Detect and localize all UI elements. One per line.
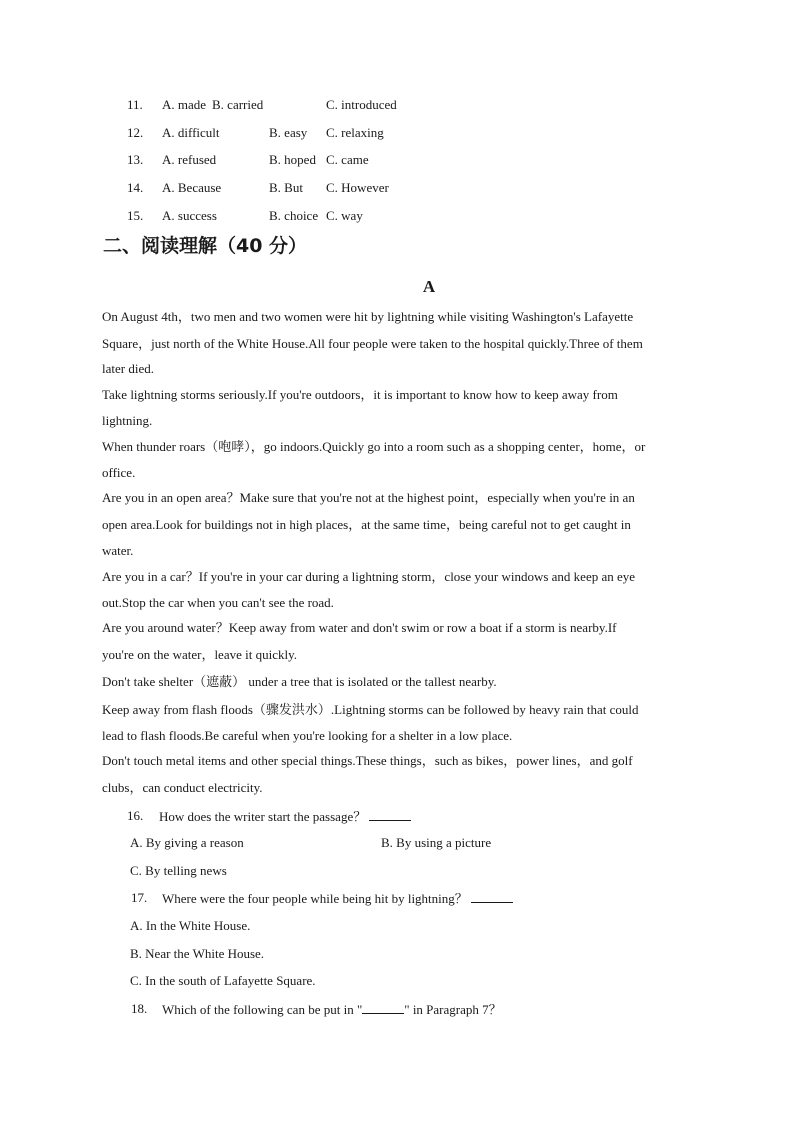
answer-blank[interactable] [471,890,513,903]
passage-line: you're on the water，leave it quickly. [102,647,297,662]
question-number: 18. [131,1001,148,1016]
passage-line: out.Stop the car when you can't see the road. [102,595,334,610]
passage-line: Keep away from flash floods（骤发洪水）.Lightning storms can be followed by heavy rain that could [102,702,639,717]
option-c: C. relaxing [326,125,384,140]
option-b: B. By using a picture [381,835,492,850]
question-stem [162,890,513,907]
option-a: A. difficult [162,125,220,140]
question-stem-text: How does the writer start the passage？ [159,809,367,824]
option-a: A. success [162,208,217,223]
passage-line: Are you in an open area？Make sure that you're not at the highest point，especially when you're in an [102,490,635,505]
option-a: A. refused [162,152,217,167]
question-number: 16. [127,808,144,823]
question-stem-text: " in Paragraph 7？ [404,1002,502,1017]
passage-line: Are you in a car？If you're in your car during a lightning storm，close your windows and keep an eye [102,569,636,584]
passage-line: office. [102,465,136,480]
option-c: C. In the south of Lafayette Square. [130,973,316,988]
passage-line: water. [102,543,134,558]
answer-blank[interactable] [369,808,411,821]
option-c: C. came [326,152,369,167]
passage-line: Take lightning storms seriously.If you're outdoors，it is important to know how to keep away from [102,387,618,402]
option-a: A. By giving a reason [130,835,244,850]
question-number: 12. [127,125,144,140]
option-b: B. hoped [269,152,316,167]
option-c: C. By telling news [130,863,227,878]
passage-line: On August 4th，two men and two women were hit by lightning while visiting Washington's Lafayette [102,309,634,324]
question-stem-text: Which of the following can be put in " [162,1002,363,1017]
question-number: 17. [131,890,148,905]
question-stem-text: Where were the four people while being hit by lightning？ [162,891,468,906]
question-stem [159,808,411,825]
passage-line: Don't touch metal items and other special things.These things，such as bikes，power lines，and golf [102,753,633,768]
option-c: C. introduced [326,97,397,112]
passage-line: Square，just north of the White House.All four people were taken to the hospital quickly.Three of them [102,336,643,351]
passage-line: lightning. [102,413,153,428]
question-number: 14. [127,180,144,195]
passage-line: lead to flash floods.Be careful when you're looking for a shelter in a low place. [102,728,513,743]
passage-line: When thunder roars（咆哮），go indoors.Quickly go into a room such as a shopping center，home，or [102,439,646,454]
question-stem [162,1001,502,1018]
option-a: A. In the White House. [130,918,251,933]
question-number: 11. [127,97,143,112]
passage-line: clubs，can conduct electricity. [102,780,263,795]
question-number: 13. [127,152,144,167]
answer-blank[interactable] [362,1001,404,1014]
option-a: A. Because [162,180,222,195]
passage-line: open area.Look for buildings not in high places，at the same time，being careful not to get caught in [102,517,631,532]
option-b: B. Near the White House. [130,946,265,961]
passage-line: Are you around water？Keep away from water and don't swim or row a boat if a storm is nearby.If [102,620,617,635]
option-b: B. But [269,180,303,195]
option-a: A. made [162,97,207,112]
question-number: 15. [127,208,144,223]
option-b: B. easy [269,125,308,140]
passage-line: Don't take shelter（遮蔽） under a tree that is isolated or the tallest nearby. [102,674,497,689]
passage-line: later died. [102,361,154,376]
option-b: B. carried [212,97,264,112]
option-c: C. However [326,180,389,195]
passage-label: A [422,277,436,296]
option-b: B. choice [269,208,319,223]
section-title: 二、阅读理解（40 分） [103,235,308,257]
option-c: C. way [326,208,363,223]
